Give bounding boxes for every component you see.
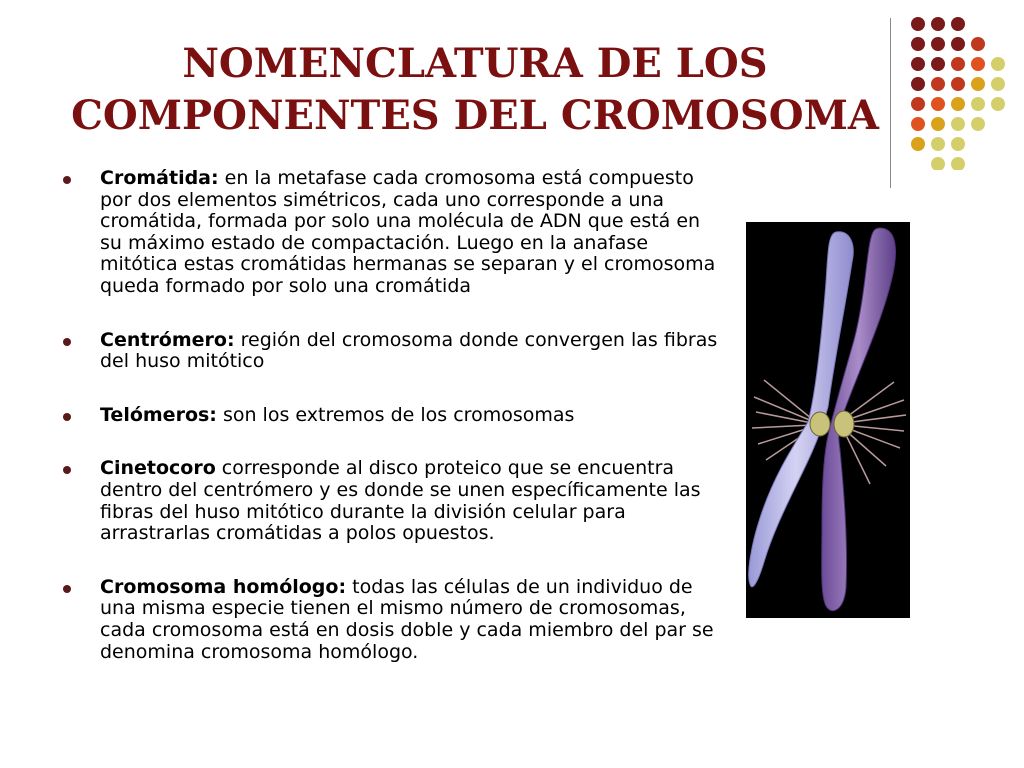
slide-title-line-2: COMPONENTES DEL CROMOSOMA [71,92,879,139]
bullet-icon [63,176,71,184]
bullet-term: Cromátida: [100,167,219,189]
bullet-item-cinetocoro [60,458,720,544]
bullet-item-cromatida [60,168,720,298]
decorative-dot [951,117,965,131]
bullet-text: todas las células de un individuo de una misma especie tienen el mismo número de cromosomas, cada cromosoma está en dosis doble y cada miembro del par se denomina cromosoma homólogo. [100,575,714,663]
kinetochore-right [834,411,854,437]
bullet-item-telomeros [60,405,720,427]
bullet-term: Cromosoma homólogo: [100,575,347,598]
decorative-dot [931,137,945,151]
decorative-dot-grid [0,0,1024,170]
decorative-dot [931,77,945,91]
decorative-dot [911,17,925,31]
decorative-dot [971,117,985,131]
bullet-text: son los extremos de los cromosomas [216,403,575,426]
decorative-dot [931,17,945,31]
decorative-dot [951,157,965,170]
bullet-text: en la metafase cada cromosoma está compuesto por dos elementos simétricos, cada uno corresponde a una cromátida, formada por solo una molécula de ADN que está en su máximo estado de compactación. Luego en la anafase mitótica estas cromátidas hermanas se separan y el cromosoma queda formado por solo una cromátida [100,167,716,297]
bullet-icon [63,413,71,421]
kinetochore-left [810,412,830,436]
bullet-term: Centrómero: [100,328,235,351]
chromosome-illustration [746,222,910,618]
decorative-dot [911,97,925,111]
decorative-dot [951,17,965,31]
bullet-item-cromosoma-homologo [60,577,720,663]
decorative-dot [951,97,965,111]
decorative-dot [991,97,1005,111]
bullet-text: corresponde al disco proteico que se encuentra dentro del centrómero y es donde se unen específicamente las fibras del huso mitótico durante la división celular para arrastrarlas cromátidas a polos opuestos. [100,457,701,545]
decorative-dot [951,137,965,151]
decorative-dot [951,37,965,51]
bullet-list [60,168,720,663]
decorative-dot [931,97,945,111]
bullet-icon [63,338,71,346]
decorative-dot [931,57,945,71]
decorative-dot [911,77,925,91]
decorative-dot [951,77,965,91]
decorative-dot [931,117,945,131]
bullet-icon [63,466,71,474]
bullet-text: región del cromosoma donde convergen las fibras del huso mitótico [100,328,718,373]
bullet-item-centromero [60,330,720,373]
bullet-term: Telómeros: [100,403,217,426]
decorative-dot [971,77,985,91]
bullet-term: Cinetocoro [100,457,216,480]
decorative-dot [971,37,985,51]
decorative-dot [911,117,925,131]
decorative-dot [971,97,985,111]
bullet-icon [63,585,71,593]
decorative-dot [951,57,965,71]
decorative-dot [931,157,945,170]
decorative-dot [911,37,925,51]
decorative-dot [911,57,925,71]
decorative-dot [931,37,945,51]
decorative-dot [971,57,985,71]
decorative-dot [911,137,925,151]
slide-title-line-1: NOMENCLATURA DE LOS [182,40,768,87]
decorative-dot [991,77,1005,91]
decorative-dot [991,57,1005,71]
